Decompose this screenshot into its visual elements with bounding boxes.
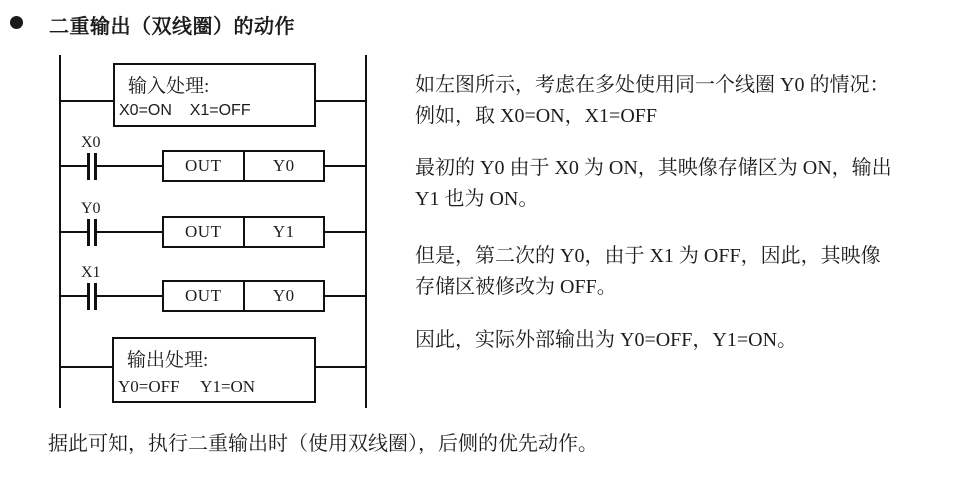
rung-wire — [97, 295, 162, 297]
input-box-left-connector — [61, 100, 113, 102]
contact-bar-icon — [87, 219, 90, 246]
rung-wire — [325, 231, 365, 233]
text-line: 如左图所示，考虑在多处使用同一个线圈 Y0 的情况： — [415, 74, 890, 96]
input-processing-title: 输入处理: — [128, 76, 210, 97]
output-processing-values: Y0=OFF Y1=ON — [118, 377, 256, 396]
coil-op: OUT — [164, 282, 245, 310]
text-line: 但是，第二次的 Y0，由于 X1 为 OFF，因此，其映像 — [415, 245, 881, 267]
text-line: 因此，实际外部输出为 Y0=OFF，Y1=ON。 — [415, 329, 798, 351]
rung-wire — [325, 295, 365, 297]
output-coil-box — [162, 216, 325, 248]
coil-operand: Y0 — [272, 156, 295, 175]
paragraph-intro — [415, 70, 945, 132]
conclusion-note: 据此可知，执行二重输出时（使用双线圈），后侧的优先动作。 — [48, 433, 598, 455]
output-processing-title: 输出处理: — [127, 350, 209, 371]
rung-wire — [61, 231, 87, 233]
text-line: 存储区被修改为 OFF。 — [415, 276, 617, 298]
text-line: 最初的 Y0 由于 X0 为 ON，其映像存储区为 ON，输出 — [415, 157, 892, 179]
page-title: 二重输出（双线圈）的动作 — [49, 16, 295, 38]
coil-op: OUT — [164, 218, 245, 246]
contact-label: Y0 — [81, 200, 101, 217]
input-box-right-connector — [316, 100, 365, 102]
paragraph-first-y0 — [415, 153, 945, 215]
input-processing-box — [113, 63, 316, 127]
rung-wire — [61, 165, 87, 167]
coil-operand: Y0 — [272, 286, 295, 305]
output-box-right-connector — [316, 366, 365, 368]
output-box-left-connector — [61, 366, 112, 368]
text-line: Y1 也为 ON。 — [415, 188, 539, 210]
input-processing-values: X0=ON X1=OFF — [119, 102, 251, 119]
output-coil-box — [162, 280, 325, 312]
contact-label: X1 — [81, 264, 101, 281]
right-power-rail — [365, 55, 367, 408]
text-line: 例如，取 X0=ON，X1=OFF — [415, 105, 658, 127]
output-processing-box — [112, 337, 316, 403]
paragraph-result — [415, 325, 945, 356]
contact-bar-icon — [87, 153, 90, 180]
bullet-icon — [10, 16, 23, 29]
coil-operand: Y1 — [272, 222, 295, 241]
contact-label: X0 — [81, 134, 101, 151]
rung-wire — [325, 165, 365, 167]
rung-wire — [97, 231, 162, 233]
coil-op: OUT — [164, 152, 245, 180]
rung-wire — [61, 295, 87, 297]
paragraph-second-y0 — [415, 241, 945, 303]
contact-bar-icon — [87, 283, 90, 310]
output-coil-box — [162, 150, 325, 182]
rung-wire — [97, 165, 162, 167]
